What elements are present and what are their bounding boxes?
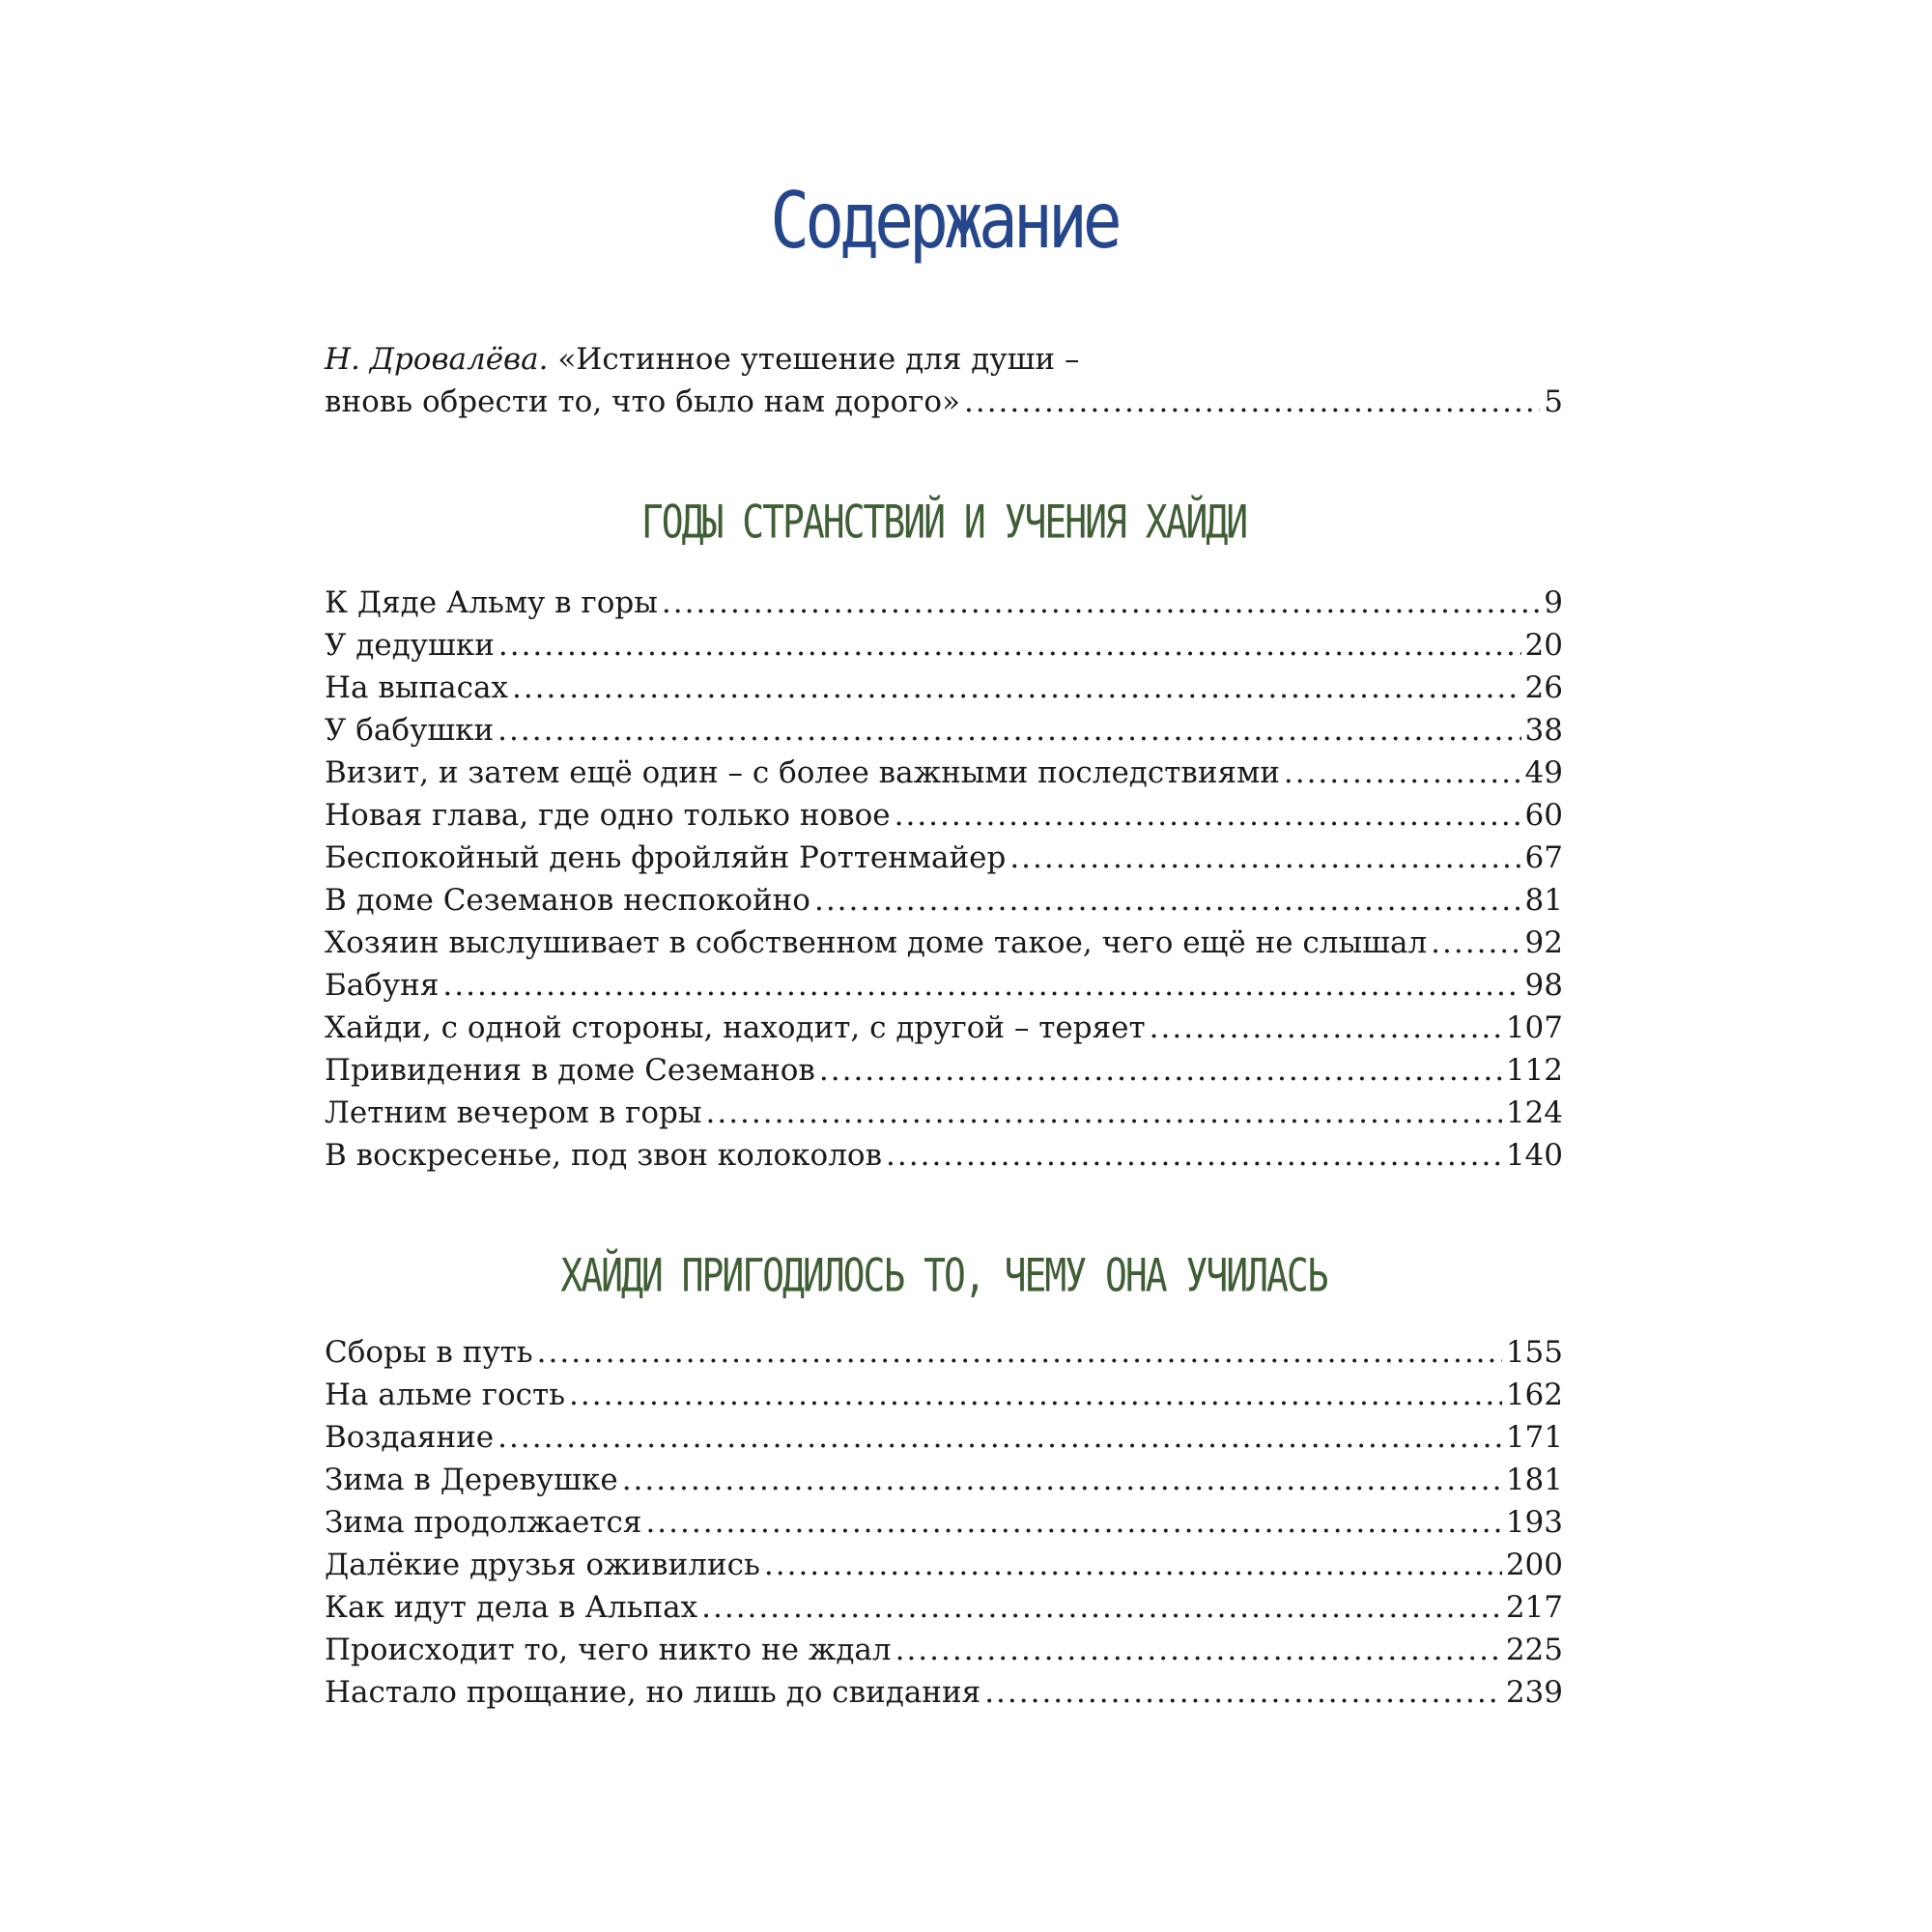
entry-title: Происходит то, чего никто не ждал: [325, 1633, 892, 1667]
dot-leader: [622, 1459, 1502, 1501]
entry-title: Зима в Деревушке: [325, 1463, 618, 1497]
toc-entry[interactable]: [325, 1134, 1563, 1177]
entry-page: 217: [1505, 1590, 1563, 1625]
entry-title: Хозяин выслушивает в собственном доме такое, чего ещё не слышал: [325, 925, 1428, 960]
dot-leader: [819, 1049, 1502, 1092]
entry-page: 20: [1524, 628, 1563, 663]
entry-page: 171: [1505, 1420, 1563, 1455]
entry-page: 155: [1505, 1335, 1563, 1370]
dot-leader: [895, 794, 1521, 837]
toc-entry[interactable]: [325, 624, 1563, 667]
toc-list-section-2: [325, 1331, 1563, 1714]
entry-page: 124: [1505, 1095, 1563, 1130]
toc-entry[interactable]: [325, 794, 1563, 837]
entry-page: 38: [1524, 713, 1563, 748]
dot-leader: [1009, 837, 1520, 879]
entry-page: 181: [1505, 1463, 1563, 1497]
entry-title: На альме гость: [325, 1378, 566, 1412]
dot-leader: [964, 381, 1540, 423]
dot-leader: [498, 624, 1521, 667]
toc-entry[interactable]: [325, 1671, 1563, 1714]
entry-title: Летним вечером в горы: [325, 1095, 702, 1130]
entry-title: На выпасах: [325, 670, 508, 705]
entry-title: У дедушки: [325, 628, 495, 663]
entry-title: Визит, и затем ещё один – с более важными последствиями: [325, 755, 1280, 790]
entry-title: Беспокойный день фройляйн Роттенмайер: [325, 840, 1007, 875]
dot-leader: [537, 1331, 1502, 1374]
intro-page-number: 5: [1544, 384, 1563, 419]
entry-page: 49: [1524, 755, 1563, 790]
page-title: Содержание: [770, 176, 1118, 268]
dot-leader: [814, 879, 1521, 922]
dot-leader: [701, 1586, 1502, 1629]
toc-entry[interactable]: [325, 879, 1563, 922]
entry-page: 67: [1524, 840, 1563, 875]
entry-page: 239: [1505, 1675, 1563, 1710]
intro-line-1: [325, 338, 1563, 381]
entry-title: У бабушки: [325, 713, 495, 748]
dot-leader: [569, 1374, 1502, 1416]
dot-leader: [706, 1092, 1502, 1134]
dot-leader: [442, 964, 1520, 1007]
entry-title: В воскресенье, под звон колоколов: [325, 1138, 883, 1173]
intro-title-part-2: вновь обрести то, что было нам дорого»: [325, 384, 960, 419]
entry-title: Сборы в путь: [325, 1335, 533, 1370]
toc-entry[interactable]: [325, 837, 1563, 879]
entry-title: Привидения в доме Сеземанов: [325, 1053, 815, 1088]
entry-page: 92: [1524, 925, 1563, 960]
toc-entry[interactable]: [325, 752, 1563, 794]
entry-page: 162: [1505, 1378, 1563, 1412]
toc-entry[interactable]: [325, 709, 1563, 752]
toc-entry[interactable]: [325, 1331, 1563, 1374]
intro-author: Н. Дровалёва.: [325, 342, 549, 377]
toc-entry[interactable]: [325, 1374, 1563, 1416]
toc-entry[interactable]: [325, 667, 1563, 709]
toc-entry[interactable]: [325, 1092, 1563, 1134]
dot-leader: [662, 582, 1540, 624]
entry-title: Новая глава, где одно только новое: [325, 798, 891, 833]
toc-entry[interactable]: [325, 1007, 1563, 1049]
toc-entry[interactable]: [325, 1416, 1563, 1459]
toc-entry[interactable]: [325, 1501, 1563, 1544]
intro-entry: [325, 338, 1563, 423]
entry-title: Хайди, с одной стороны, находит, с другой – теряет: [325, 1010, 1146, 1045]
entry-page: 98: [1524, 968, 1563, 1003]
toc-entry[interactable]: [325, 1629, 1563, 1671]
dot-leader: [497, 709, 1520, 752]
toc-entry[interactable]: [325, 964, 1563, 1007]
entry-page: 112: [1505, 1053, 1563, 1088]
dot-leader: [1431, 922, 1520, 964]
entry-page: 200: [1505, 1548, 1563, 1582]
section-heading-1: ГОДЫ СТРАНСТВИЙ И УЧЕНИЯ ХАЙДИ: [640, 495, 1247, 549]
dot-leader: [895, 1629, 1502, 1671]
toc-list-section-1: [325, 582, 1563, 1177]
dot-leader: [512, 667, 1521, 709]
toc-entry[interactable]: [325, 1586, 1563, 1629]
entry-page: 9: [1544, 585, 1563, 620]
toc-entry[interactable]: [325, 582, 1563, 624]
entry-title: В доме Сеземанов неспокойно: [325, 883, 810, 918]
entry-title: Бабуня: [325, 968, 440, 1003]
entry-title: Зима продолжается: [325, 1505, 642, 1540]
entry-page: 225: [1505, 1633, 1563, 1667]
toc-entry[interactable]: [325, 1049, 1563, 1092]
dot-leader: [984, 1671, 1502, 1714]
toc-entry[interactable]: [325, 922, 1563, 964]
entry-title: Как идут дела в Альпах: [325, 1590, 698, 1625]
entry-title: Настало прощание, но лишь до свидания: [325, 1675, 981, 1710]
entry-page: 60: [1524, 798, 1563, 833]
toc-entry[interactable]: [325, 1459, 1563, 1501]
entry-page: 26: [1524, 670, 1563, 705]
entry-title: Воздаяние: [325, 1420, 495, 1455]
entry-page: 81: [1524, 883, 1563, 918]
intro-title-part-1: «Истинное утешение для души –: [557, 342, 1080, 377]
entry-page: 193: [1505, 1505, 1563, 1540]
entry-page: 107: [1505, 1010, 1563, 1045]
dot-leader: [1284, 752, 1521, 794]
dot-leader: [1150, 1007, 1502, 1049]
dot-leader: [886, 1134, 1502, 1177]
section-heading-2: ХАЙДИ ПРИГОДИЛОСЬ ТО, ЧЕМУ ОНА УЧИЛАСЬ: [560, 1248, 1327, 1302]
entry-title: К Дяде Альму в горы: [325, 585, 658, 620]
toc-entry[interactable]: [325, 1544, 1563, 1586]
entry-title: Далёкие друзья оживились: [325, 1548, 760, 1582]
intro-line-2: [325, 381, 1563, 423]
dot-leader: [497, 1416, 1502, 1459]
entry-page: 140: [1505, 1138, 1563, 1173]
dot-leader: [764, 1544, 1502, 1586]
dot-leader: [645, 1501, 1501, 1544]
